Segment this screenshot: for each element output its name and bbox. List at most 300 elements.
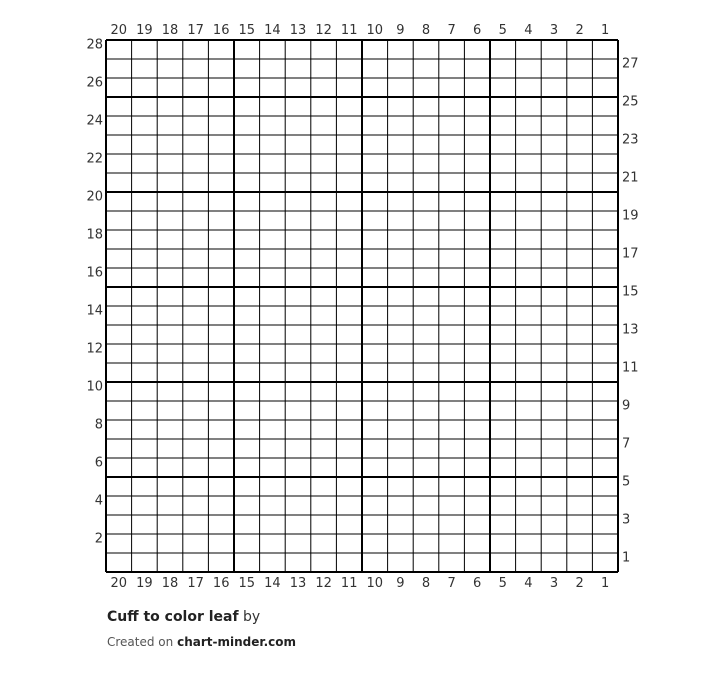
grid-cell (260, 173, 286, 192)
grid-cell (362, 363, 388, 382)
grid-cell (592, 496, 618, 515)
grid-cell (490, 249, 516, 268)
grid-cell (183, 135, 209, 154)
left-row-label: 10 (86, 379, 103, 395)
grid-cell (208, 97, 234, 116)
grid-cell (311, 40, 337, 59)
grid-cell (183, 249, 209, 268)
grid-cell (516, 211, 542, 230)
grid-cell (592, 401, 618, 420)
grid-cell (157, 477, 183, 496)
grid-cell (439, 496, 465, 515)
grid-cell (388, 211, 414, 230)
grid-cell (260, 477, 286, 496)
top-column-label: 17 (187, 23, 204, 38)
grid-cell (234, 420, 260, 439)
grid-cell (439, 40, 465, 59)
grid-cell (541, 230, 567, 249)
grid-cell (336, 116, 362, 135)
grid-cell (490, 116, 516, 135)
grid-cell (132, 420, 158, 439)
grid-cell (388, 154, 414, 173)
grid-cell (362, 515, 388, 534)
site-link[interactable]: chart-minder.com (177, 635, 296, 649)
grid-cell (208, 420, 234, 439)
grid-cell (388, 135, 414, 154)
grid-cell (157, 173, 183, 192)
grid-cell (413, 211, 439, 230)
grid-cell (439, 420, 465, 439)
grid-cell (541, 211, 567, 230)
grid-cell (260, 192, 286, 211)
left-row-labels (86, 38, 103, 547)
grid-cell (413, 287, 439, 306)
grid-cell (106, 306, 132, 325)
grid-cell (516, 344, 542, 363)
grid-cell (413, 363, 439, 382)
grid-cell (106, 439, 132, 458)
bottom-column-label: 15 (238, 576, 256, 591)
top-column-label: 2 (575, 23, 584, 38)
left-row-label: 16 (86, 265, 103, 281)
grid-cell (541, 135, 567, 154)
grid-cell (234, 306, 260, 325)
grid-cell (439, 534, 465, 553)
grid-cell (516, 553, 542, 572)
grid-cell (132, 534, 158, 553)
grid-cell (234, 40, 260, 59)
grid-cell (592, 154, 618, 173)
grid-cell (285, 287, 311, 306)
grid-cell (311, 553, 337, 572)
grid-cell (336, 211, 362, 230)
grid-cell (132, 40, 158, 59)
grid-cell (183, 192, 209, 211)
grid-cell (567, 249, 593, 268)
grid-cell (285, 78, 311, 97)
grid-cell (132, 287, 158, 306)
grid-cell (132, 154, 158, 173)
grid-cell (106, 420, 132, 439)
bottom-column-label: 12 (315, 576, 332, 591)
grid-cell (388, 192, 414, 211)
grid-cell (106, 344, 132, 363)
grid-cell (208, 458, 234, 477)
bottom-column-label: 8 (421, 576, 431, 591)
grid-cell (336, 420, 362, 439)
grid-cell (592, 97, 618, 116)
grid-cell (516, 78, 542, 97)
grid-cell (260, 154, 286, 173)
grid-cell (285, 40, 311, 59)
grid-cell (336, 439, 362, 458)
grid-cell (388, 344, 414, 363)
grid-cell (567, 401, 593, 420)
grid-cell (106, 287, 132, 306)
grid-cell (311, 230, 337, 249)
grid-cell (362, 420, 388, 439)
grid-cell (464, 40, 490, 59)
grid-cell (234, 211, 260, 230)
grid-cell (234, 534, 260, 553)
grid-cell (516, 97, 542, 116)
grid-cell (157, 135, 183, 154)
grid-cell (106, 249, 132, 268)
grid-cell (311, 59, 337, 78)
top-column-label: 10 (366, 23, 384, 38)
grid-cell (490, 553, 516, 572)
grid-cell (464, 135, 490, 154)
grid-cell (311, 154, 337, 173)
grid-cell (388, 97, 414, 116)
right-row-label: 15 (622, 284, 639, 300)
grid-cell (106, 515, 132, 534)
grid-cell (106, 40, 132, 59)
grid-cell (336, 477, 362, 496)
grid-cell (567, 534, 593, 553)
grid-cell (516, 420, 542, 439)
grid-cell (362, 344, 388, 363)
credit-line (107, 635, 296, 649)
grid-cell (388, 477, 414, 496)
grid-cell (157, 59, 183, 78)
grid-cell (157, 382, 183, 401)
grid-cell (490, 515, 516, 534)
grid-cell (567, 439, 593, 458)
grid-cell (567, 173, 593, 192)
left-row-label: 2 (94, 531, 103, 547)
right-row-labels (622, 57, 639, 566)
grid-cell (132, 344, 158, 363)
grid-cell (157, 344, 183, 363)
grid-cell (208, 306, 234, 325)
grid-cell (285, 268, 311, 287)
grid-cell (439, 154, 465, 173)
grid-cell (234, 382, 260, 401)
grid-cell (157, 192, 183, 211)
grid-cell (439, 287, 465, 306)
grid-cell (260, 116, 286, 135)
grid-cell (234, 230, 260, 249)
grid-cell (592, 211, 618, 230)
grid-cell (592, 287, 618, 306)
grid-cell (567, 154, 593, 173)
grid-cell (311, 458, 337, 477)
grid-cell (490, 59, 516, 78)
grid-cell (311, 116, 337, 135)
grid-cell (516, 458, 542, 477)
grid-cell (439, 211, 465, 230)
right-row-label: 7 (622, 436, 631, 452)
grid-cell (388, 59, 414, 78)
grid-cell (516, 249, 542, 268)
grid-cell (234, 78, 260, 97)
grid-cell (260, 306, 286, 325)
bottom-column-label: 3 (549, 576, 559, 591)
grid-cell (490, 439, 516, 458)
grid-cell (567, 287, 593, 306)
grid-cell (490, 230, 516, 249)
grid-cell (106, 59, 132, 78)
grid-cell (285, 439, 311, 458)
grid-cell (388, 249, 414, 268)
grid-cell (183, 420, 209, 439)
grid-cell (541, 420, 567, 439)
grid-cell (157, 420, 183, 439)
grid-cell (311, 496, 337, 515)
bottom-column-label: 16 (212, 576, 230, 591)
grid-cell (413, 230, 439, 249)
grid-cell (439, 135, 465, 154)
grid-cell (183, 211, 209, 230)
grid-cell (234, 59, 260, 78)
grid-cell (208, 477, 234, 496)
grid-cell (490, 192, 516, 211)
grid-cell (592, 116, 618, 135)
grid-cell (464, 344, 490, 363)
right-row-label: 5 (622, 474, 631, 490)
grid-cell (490, 363, 516, 382)
grid-cell (567, 97, 593, 116)
right-row-label: 13 (622, 322, 639, 338)
top-column-label: 9 (396, 23, 405, 38)
grid-cell (464, 230, 490, 249)
grid-cell (592, 458, 618, 477)
grid-cell (260, 97, 286, 116)
grid-cell (567, 230, 593, 249)
grid-cell (183, 382, 209, 401)
grid-cell (132, 135, 158, 154)
grid-cell (234, 192, 260, 211)
grid-cell (183, 268, 209, 287)
grid-cell (388, 458, 414, 477)
grid-cell (106, 401, 132, 420)
grid-cell (388, 363, 414, 382)
grid-cell (157, 553, 183, 572)
grid-cell (541, 496, 567, 515)
grid-cell (516, 173, 542, 192)
grid-cell (157, 534, 183, 553)
grid-cell (592, 420, 618, 439)
grid-cell (336, 268, 362, 287)
grid-cell (132, 477, 158, 496)
grid-cell (413, 192, 439, 211)
grid-cell (413, 496, 439, 515)
grid-cell (336, 344, 362, 363)
grid-cell (541, 192, 567, 211)
grid-cell (516, 477, 542, 496)
grid-cell (234, 401, 260, 420)
grid-cell (132, 515, 158, 534)
grid-cell (541, 116, 567, 135)
grid-cell (106, 325, 132, 344)
grid-cell (541, 401, 567, 420)
grid-cell (132, 59, 158, 78)
right-row-label: 23 (622, 132, 639, 148)
grid-cell (541, 97, 567, 116)
grid-cell (464, 439, 490, 458)
grid-cell (234, 439, 260, 458)
right-row-label: 17 (622, 246, 639, 262)
grid-cell (592, 363, 618, 382)
grid-cell (541, 515, 567, 534)
grid-cell (208, 211, 234, 230)
grid-cell (183, 78, 209, 97)
top-column-labels (111, 23, 610, 38)
grid-cell (541, 344, 567, 363)
grid-cell (285, 515, 311, 534)
grid-cell (311, 363, 337, 382)
grid-cell (132, 553, 158, 572)
grid-cell (490, 458, 516, 477)
bottom-column-label: 5 (498, 576, 507, 591)
grid-cell (132, 496, 158, 515)
grid-cell (388, 116, 414, 135)
grid-cell (464, 116, 490, 135)
grid-cell (464, 458, 490, 477)
grid-cell (208, 116, 234, 135)
grid-cell (567, 458, 593, 477)
grid-cell (132, 363, 158, 382)
grid-cell (413, 78, 439, 97)
grid-cell (439, 97, 465, 116)
grid-cell (106, 154, 132, 173)
grid-cell (567, 116, 593, 135)
grid-cell (464, 154, 490, 173)
top-column-label: 19 (136, 23, 153, 38)
grid-cell (311, 344, 337, 363)
grid-cell (132, 439, 158, 458)
grid-cell (362, 97, 388, 116)
grid-cell (516, 116, 542, 135)
grid-cell (516, 439, 542, 458)
grid-cell (285, 344, 311, 363)
grid-cell (439, 306, 465, 325)
grid-cell (439, 192, 465, 211)
grid-cell (260, 249, 286, 268)
chart-title: Cuff to color leaf (107, 609, 239, 625)
grid-cell (336, 249, 362, 268)
grid-cell (464, 382, 490, 401)
grid-cell (413, 154, 439, 173)
grid-cell (567, 344, 593, 363)
grid-cell (285, 306, 311, 325)
grid-cell (592, 534, 618, 553)
grid-cell (285, 458, 311, 477)
grid-cell (592, 344, 618, 363)
grid-cell (413, 534, 439, 553)
grid-cell (336, 306, 362, 325)
grid-cell (234, 515, 260, 534)
grid-cell (541, 249, 567, 268)
grid-cell (132, 325, 158, 344)
top-column-label: 20 (110, 23, 128, 38)
grid-cell (388, 325, 414, 344)
grid-cell (106, 116, 132, 135)
top-column-label: 3 (549, 23, 559, 38)
grid-cell (311, 135, 337, 154)
grid-cell (106, 534, 132, 553)
grid-cell (413, 173, 439, 192)
grid-cell (490, 534, 516, 553)
grid-cell (208, 78, 234, 97)
grid-cell (439, 515, 465, 534)
grid-cell (388, 496, 414, 515)
top-column-label: 16 (212, 23, 230, 38)
grid-cell (132, 116, 158, 135)
grid-cell (208, 135, 234, 154)
grid-cell (567, 78, 593, 97)
grid-cell (362, 287, 388, 306)
bottom-column-label: 13 (289, 576, 307, 591)
grid-cell (541, 173, 567, 192)
grid-cell (106, 192, 132, 211)
grid-cell (311, 534, 337, 553)
grid-cell (592, 268, 618, 287)
grid-cell (362, 59, 388, 78)
bottom-column-label: 7 (447, 576, 456, 591)
grid-cell (183, 496, 209, 515)
grid-cell (439, 458, 465, 477)
grid-cell (311, 211, 337, 230)
grid-cell (260, 135, 286, 154)
grid-cell (157, 287, 183, 306)
grid-cell (260, 268, 286, 287)
grid-cell (106, 135, 132, 154)
grid-cell (592, 515, 618, 534)
grid-cell (183, 59, 209, 78)
grid-cell (362, 496, 388, 515)
grid-cell (388, 230, 414, 249)
top-column-label: 13 (289, 23, 307, 38)
bottom-column-label: 14 (264, 576, 281, 591)
grid-cell (208, 287, 234, 306)
grid-cell (464, 420, 490, 439)
grid-cell (413, 97, 439, 116)
grid-cell (285, 553, 311, 572)
top-column-label: 1 (601, 23, 610, 38)
grid-cell (157, 78, 183, 97)
grid-cell (413, 325, 439, 344)
grid-cell (157, 249, 183, 268)
grid-cell (132, 306, 158, 325)
grid-cell (208, 363, 234, 382)
grid-cell (592, 306, 618, 325)
grid-cell (464, 192, 490, 211)
grid-cell (490, 78, 516, 97)
bottom-column-label: 10 (366, 576, 384, 591)
bottom-column-label: 17 (187, 576, 204, 591)
grid-cell (183, 363, 209, 382)
grid-cell (464, 211, 490, 230)
grid-cell (541, 553, 567, 572)
grid-cell (362, 249, 388, 268)
grid-cell (567, 268, 593, 287)
grid-cell (106, 97, 132, 116)
grid-cell (490, 420, 516, 439)
grid-cell (541, 78, 567, 97)
grid-cell (464, 59, 490, 78)
grid-cell (464, 249, 490, 268)
bottom-column-label: 9 (396, 576, 405, 591)
left-row-label: 12 (86, 341, 103, 357)
grid-cell (541, 268, 567, 287)
left-row-label: 6 (94, 455, 103, 471)
grid-cell (567, 382, 593, 401)
grid-cell (336, 553, 362, 572)
right-row-label: 11 (622, 360, 639, 376)
grid-cell (413, 553, 439, 572)
